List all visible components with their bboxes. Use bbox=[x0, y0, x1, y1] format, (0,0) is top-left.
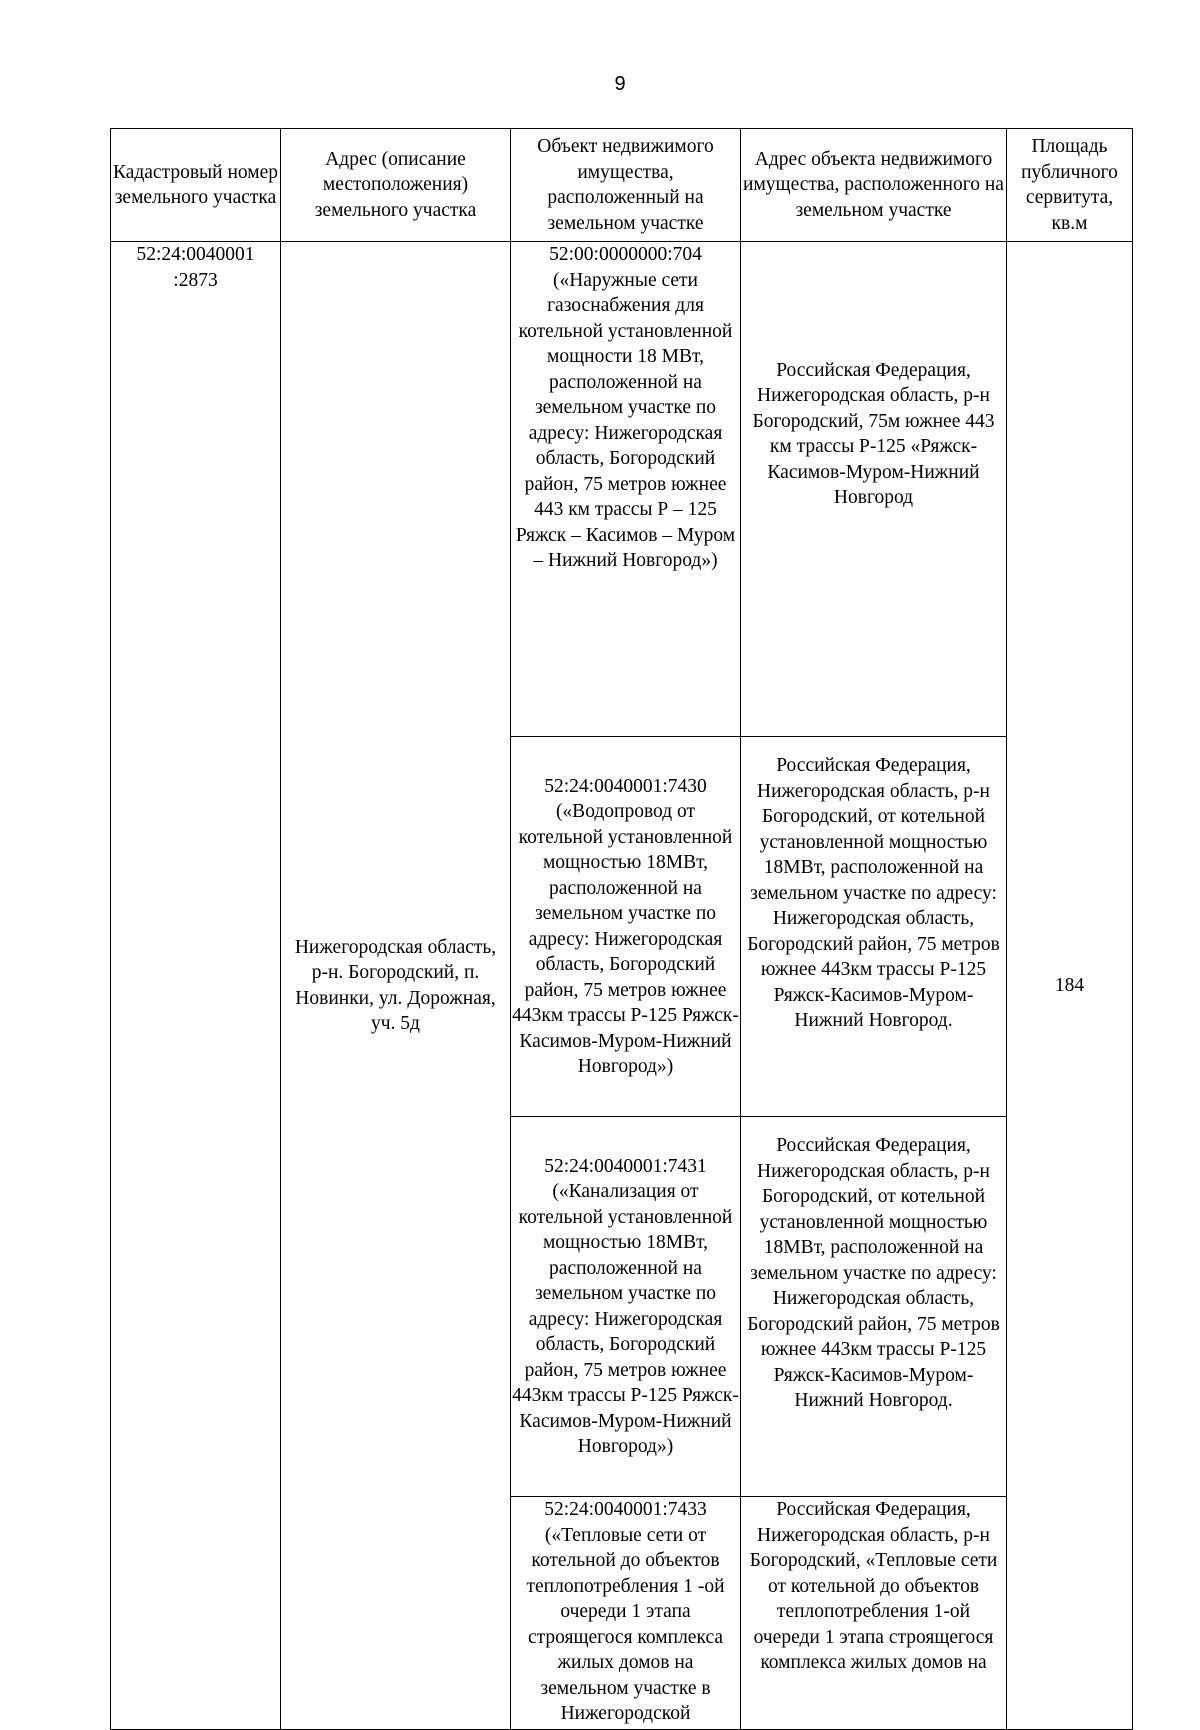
header-property-address: Адрес объекта недвижимого имущества, расположенного на земельном участке bbox=[741, 129, 1007, 242]
page-number: 9 bbox=[614, 73, 626, 95]
property-object-address: Российская Федерация, Нижегородская область, р-н Богородский, 75м южнее 443 км трассы Р-125 «Ряжск-Касимов-Муром-Нижний Новгород bbox=[741, 242, 1007, 737]
property-object: 52:00:0000000:704 («Наружные сети газоснабжения для котельной установленной мощности 18 МВт, расположенной на земельном участке по адресу: Нижегородская область, Богородский район, 75 метров южнее 443 км трассы Р – 125 Ряжск – Касимов – Муром – Нижний Новгород») bbox=[511, 242, 741, 737]
servitude-area: 184 bbox=[1007, 242, 1133, 1730]
property-object-address: Российская Федерация, Нижегородская область, р-н Богородский, «Тепловые сети от котельной до объектов теплопотребления 1-ой очереди 1 этапа строящегося комплекса жилых домов на bbox=[741, 1497, 1007, 1730]
property-object: 52:24:0040001:7430 («Водопровод от котельной установленной мощностью 18МВт, расположенной на земельном участке по адресу: Нижегородская область, Богородский район, 75 метров южнее 443км трассы Р-125 Ряжск-Касимов-Муром-Нижний Новгород») bbox=[511, 737, 741, 1117]
parcel-location: Нижегородская область, р-н. Богородский, п. Новинки, ул. Дорожная, уч. 5д bbox=[281, 242, 511, 1730]
property-object-address: Российская Федерация, Нижегородская область, р-н Богородский, от котельной установленной мощностью 18МВт, расположенной на земельном участке по адресу: Нижегородская область, Богородский район, 75 метров южнее 443км трассы Р-125 Ряжск-Касимов-Муром-Нижний Новгород. bbox=[741, 1117, 1007, 1497]
servitude-table bbox=[110, 128, 1133, 1730]
header-servitude-area: Площадь публичного сервитута, кв.м bbox=[1007, 129, 1133, 242]
parcel-cadastral-number: 52:24:0040001 :2873 bbox=[111, 242, 281, 1730]
header-parcel-location: Адрес (описание местоположения) земельного участка bbox=[281, 129, 511, 242]
header-cadastral-number: Кадастровый номер земельного участка bbox=[111, 129, 281, 242]
property-object: 52:24:0040001:7431 («Канализация от котельной установленной мощностью 18МВт, расположенной на земельном участке по адресу: Нижегородская область, Богородский район, 75 метров южнее 443км трассы Р-125 Ряжск-Касимов-Муром-Нижний Новгород») bbox=[511, 1117, 741, 1497]
property-object: 52:24:0040001:7433 («Тепловые сети от котельной до объектов теплопотребления 1 -ой очереди 1 этапа строящегося комплекса жилых домов на земельном участке в Нижегородской bbox=[511, 1497, 741, 1730]
header-property-object: Объект недвижимого имущества, расположенный на земельном участке bbox=[511, 129, 741, 242]
header-row bbox=[111, 129, 1133, 242]
table-row bbox=[111, 242, 1133, 737]
property-object-address: Российская Федерация, Нижегородская область, р-н Богородский, от котельной установленной мощностью 18МВт, расположенной на земельном участке по адресу: Нижегородская область, Богородский район, 75 метров южнее 443км трассы Р-125 Ряжск-Касимов-Муром-Нижний Новгород. bbox=[741, 737, 1007, 1117]
